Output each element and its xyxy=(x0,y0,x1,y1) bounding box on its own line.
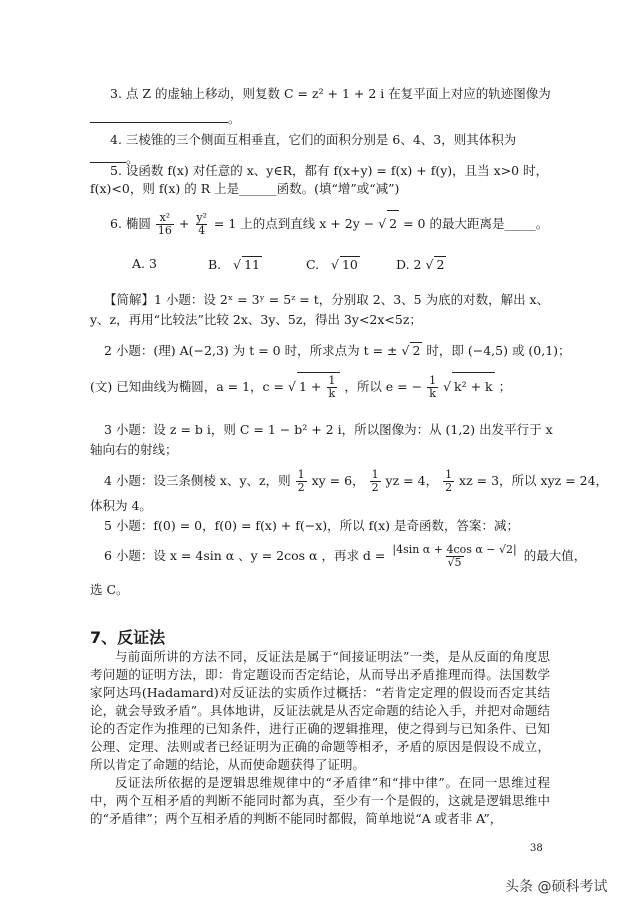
s4-a: 4 小题：设三条侧棱 x、y、z，则 xyxy=(104,473,291,488)
answer-blank xyxy=(90,150,126,163)
s2b-pre: (文) 已知曲线为椭圆，a = 1，c = xyxy=(90,379,285,394)
frac-denominator: k xyxy=(429,387,436,400)
s2-sqrt-value: 2 xyxy=(412,343,421,358)
solution-1-line-1: 【简解】1 小题：设 2ˣ = 3ʸ = 5ᶻ = t，分别取 2、3、5 为底的对数，解出 x、 xyxy=(104,292,550,307)
question-4-line-1: 4. 三棱锥的三个侧面互相垂直，它们的面积分别是 6、4、3，则其体积为 xyxy=(110,132,517,147)
frac-numerator: 1 xyxy=(429,374,437,387)
solution-2-line-1 xyxy=(104,342,571,359)
radical-icon: √ xyxy=(378,216,387,231)
option-a: A. 3 xyxy=(132,256,157,271)
section-title: 7、反证法 xyxy=(90,628,166,647)
radical-icon: √ xyxy=(425,257,434,272)
solution-5: 5 小题：f(0) = 0，f(0) = f(x) + f(−x)，所以 f(x) 是奇函数，答案：减； xyxy=(104,518,520,533)
s2b-post: ； xyxy=(498,379,512,394)
q6-post: = 0 的最大距离是_____。 xyxy=(403,216,549,231)
s2b-mid: ，所以 e = − xyxy=(344,379,423,394)
option-label: C. xyxy=(306,257,320,272)
question-5-line-1: 5. 设函数 f(x) 对任意的 x、y∈R，都有 f(x+y) = f(x) + f(y)，且当 x>0 时， xyxy=(110,163,549,178)
frac-denominator: 4 xyxy=(198,224,206,237)
q6-sqrt-value: 2 xyxy=(387,210,399,237)
section-paragraph-2: 反证法所依据的是逻辑思维规律中的“矛盾律”和“排中律”。在同一思维过程中，两个互相矛盾的判断不能同时都为真，至少有一个是假的，这就是逻辑思维中的“矛盾律”；两个互相矛盾的判断不能同时都假，简单地说“A 或者非 A”， xyxy=(90,775,550,826)
frac-denominator: 2 xyxy=(445,481,453,494)
q6-fraction-x xyxy=(156,212,174,237)
frac-numerator: x² xyxy=(159,211,171,224)
frac-numerator: 1 xyxy=(297,468,305,481)
s6-pre: 6 小题：设 x = 4sin α 、y = 2cos α ，再求 d = xyxy=(104,548,386,563)
solution-4-line-1 xyxy=(104,468,608,494)
question-6: 6. 椭圆 $\frac{\text{x²}}{16}$ + $\frac{\text{y²}}{4}$ = 1 上的点到直线 x + 2y − √ 2 = 0 的最大距离是_____。 xyxy=(110,211,549,237)
frac-denominator: 16 xyxy=(157,224,172,237)
frac-numerator: 1 xyxy=(328,374,336,387)
solution-3-line-1: 3 小题：设 z = b i，则 C = 1 − b² + 2 i，所以图像为：从 (1,2) 出发平行于 x xyxy=(104,422,553,437)
question-5-line-2: f(x)<0，则 f(x) 的 R 上是______函数。(填“增”或“减”) xyxy=(90,181,400,196)
solution-3-line-2: 轴向右的射线； xyxy=(90,442,178,457)
s2b-fraction xyxy=(326,375,337,400)
option-d xyxy=(396,256,446,273)
s4-c: yz = 4， xyxy=(385,473,439,488)
watermark: 头条 @硕科考试 xyxy=(505,879,608,895)
option-value: 2 xyxy=(436,257,445,272)
frac-denominator: 2 xyxy=(371,481,379,494)
s2-pre: 2 小题：(理) A(−2,3) 为 t = 0 时，所求点为 t = ± xyxy=(104,343,398,358)
q3-end: 。 xyxy=(228,111,241,126)
frac-numerator: 1 xyxy=(371,468,379,481)
s2-post: 时，即 (−4,5) 或 (0,1)； xyxy=(426,343,571,358)
radical-icon: √ xyxy=(233,257,242,272)
frac-denominator: 2 xyxy=(297,481,305,494)
frac-numerator: 1 xyxy=(445,468,453,481)
option-c xyxy=(306,256,360,273)
option-label: D. 2 xyxy=(396,257,422,272)
solution-1-line-2: y、z，再用“比较法”比较 2x、3y、5z，得出 3y<2x<5z； xyxy=(90,312,422,327)
s4-b: xy = 6， xyxy=(311,473,365,488)
radical-icon: √ xyxy=(401,343,410,358)
q6-pre: 6. 椭圆 xyxy=(110,216,151,231)
solution-6-line-1 xyxy=(104,542,586,570)
page-number: 38 xyxy=(530,843,543,854)
radical-icon: √ xyxy=(331,257,339,272)
radical-icon: √ xyxy=(443,379,452,394)
frac-numerator: |4sin α + 4cos α − √2| xyxy=(392,543,517,556)
option-value: 10 xyxy=(341,257,358,272)
solution-2-line-2 xyxy=(90,372,511,401)
s6-post: 的最大值， xyxy=(523,548,587,563)
s4-d: xz = 3，所以 xyz = 24， xyxy=(459,473,609,488)
s2b-sqrt: 1 + $\frac{1}{k}$ xyxy=(297,372,340,401)
q6-fraction-y xyxy=(194,212,209,237)
question-3-line-1: 3. 点 Z 的虚轴上移动，则复数 C = z² + 1 + 2 i 在复平面上对应的轨迹图像为 xyxy=(110,86,551,101)
s2b-fraction-2 xyxy=(427,375,438,400)
q4-end: 。 xyxy=(126,151,139,166)
s4-half-1 xyxy=(296,469,307,494)
radical-icon: √ xyxy=(288,379,296,394)
frac-numerator: y² xyxy=(196,211,207,224)
s4-half-3 xyxy=(443,469,454,494)
solution-6-line-2: 选 C。 xyxy=(90,582,129,597)
frac-denominator: k xyxy=(328,387,336,400)
q6-mid: = 1 上的点到直线 x + 2y − xyxy=(213,216,375,231)
s4-half-2 xyxy=(370,469,381,494)
option-b xyxy=(208,256,262,273)
answer-blank xyxy=(90,110,228,123)
s6-fraction xyxy=(390,544,518,569)
frac-denominator: √5 xyxy=(447,556,462,569)
s2b-sqrt-value: k² + k xyxy=(452,372,495,401)
section-paragraph-1: 与前面所讲的方法不同，反证法是属于“间接证明法”一类，是从反面的角度思考问题的证明方法，即：肯定题设而否定结论，从而导出矛盾推理而得。法国数学家阿达玛(Hadamard)对反证法的实质作过概括：“若肯定定理的假设而否定其结论，就会导致矛盾”。具体地讲，反证法就是从否定命题的结论入手，并把对命题结论的否定作为推理的已知条件，进行正确的逻辑推理，使之得到与已知条件、已知公理、定理、法则或者已经证明为正确的命题等相矛，矛盾的原因是假设不成立，所以肯定了命题的结论，从而使命题获得了证明。 xyxy=(90,649,550,772)
option-value: 11 xyxy=(244,257,260,272)
solution-4-line-2: 体积为 4。 xyxy=(90,498,152,513)
question-3-line-2 xyxy=(90,110,241,127)
option-label: B. xyxy=(208,257,222,272)
